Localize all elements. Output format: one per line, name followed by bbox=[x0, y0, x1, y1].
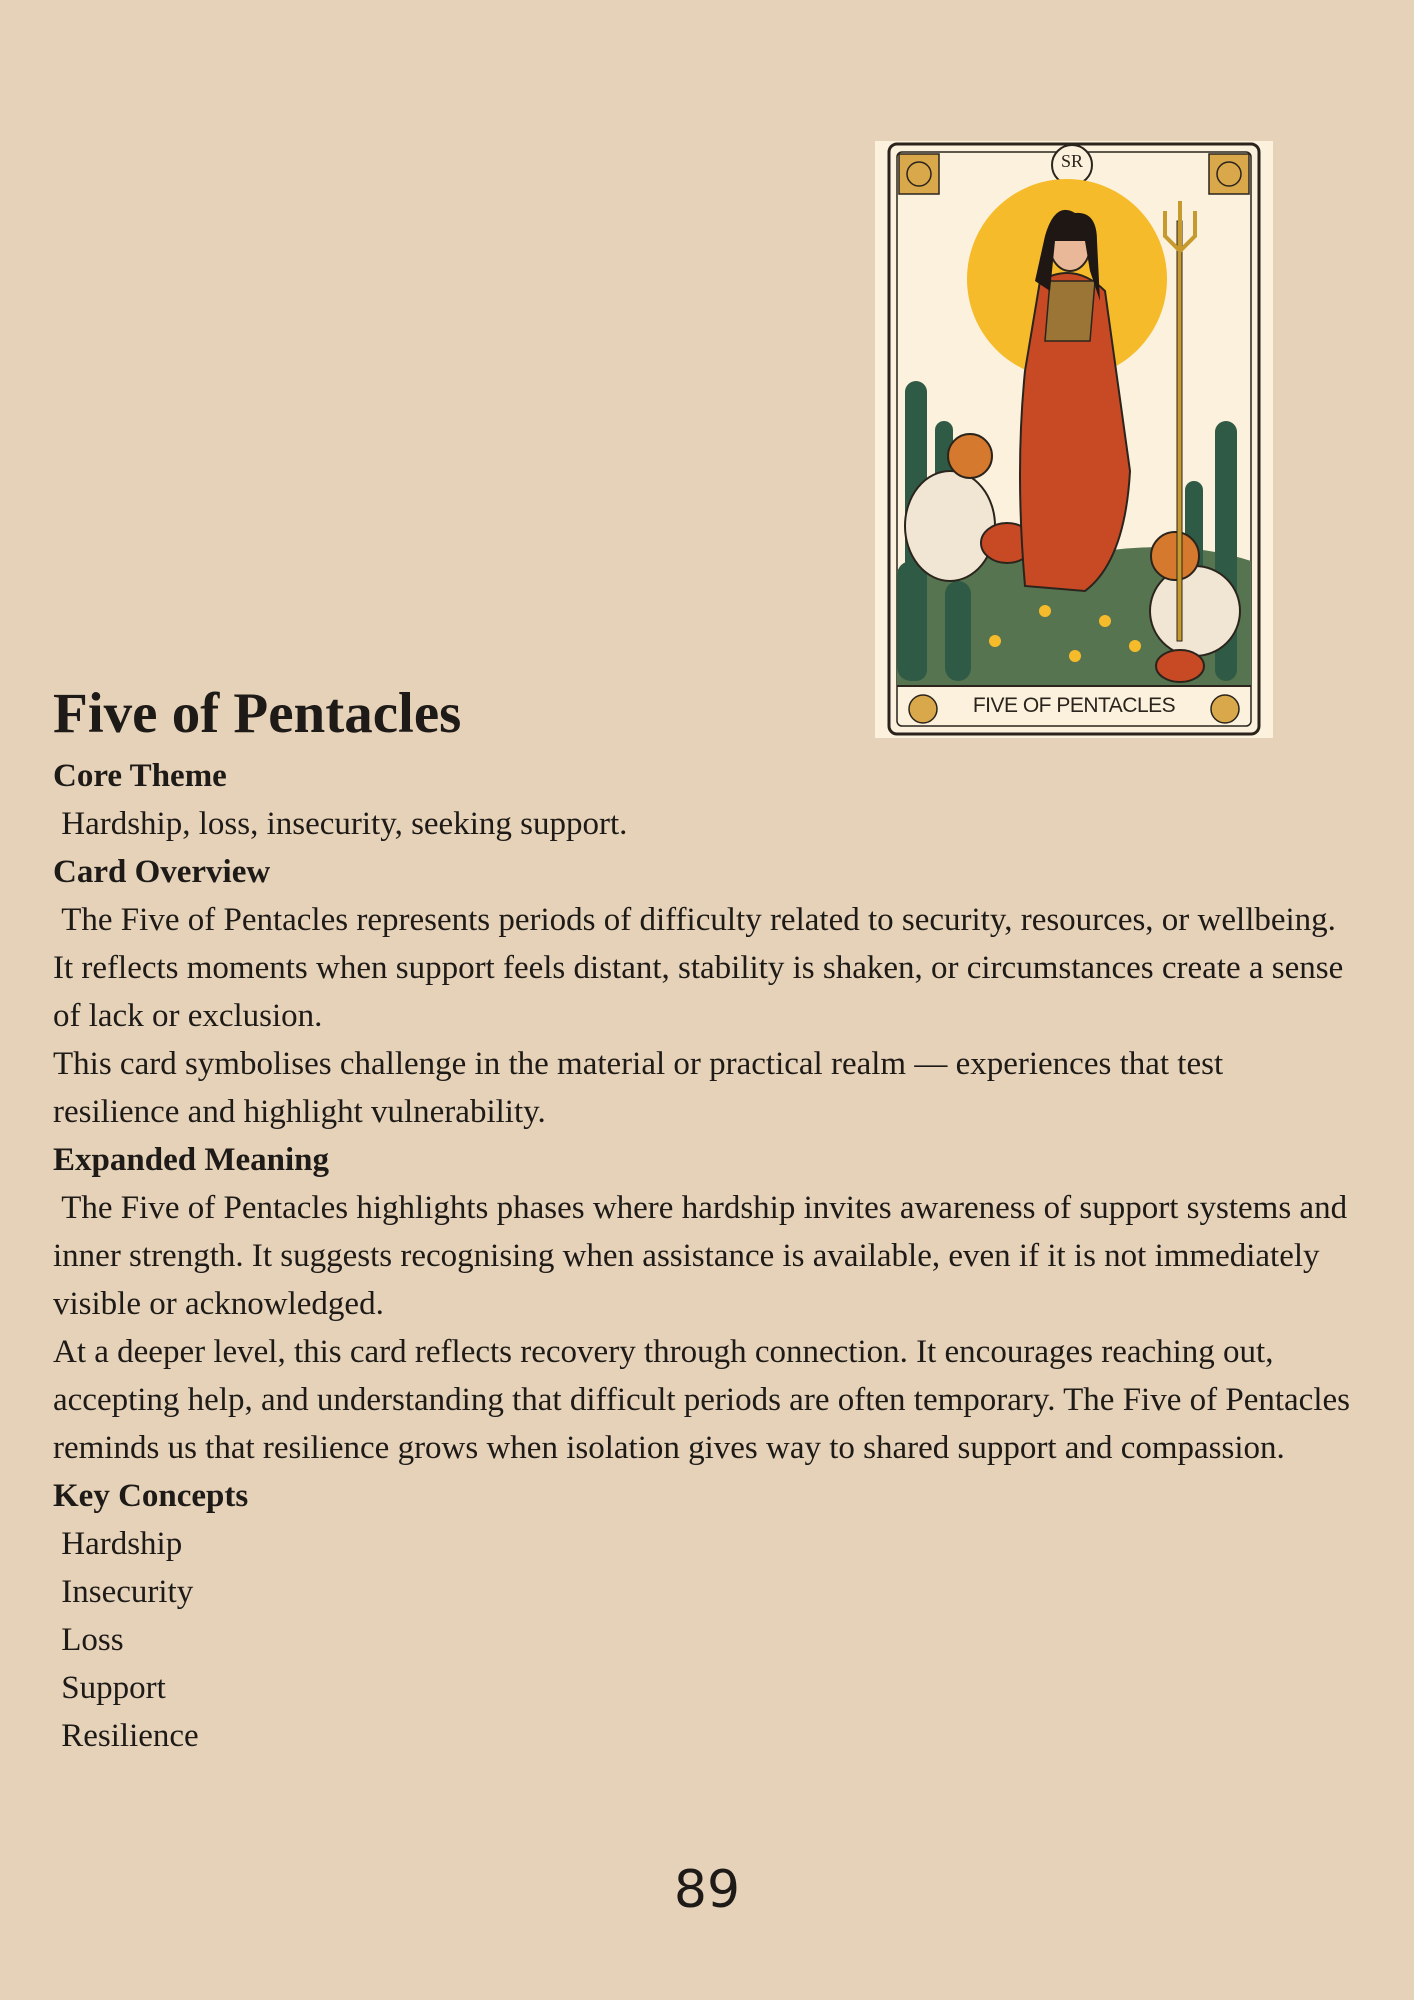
tarot-card-image bbox=[875, 141, 1273, 738]
expanded-meaning-paragraph-2: At a deeper level, this card reflects recovery through connection. It encourages reaching out, accepting help, and understanding that difficult periods are often temporary. The Five of Pentacles reminds us that resilience grows when isolation gives way to shared support and compassion. bbox=[53, 1334, 1350, 1466]
key-concept-item: Loss bbox=[61, 1622, 124, 1658]
page-number: 89 bbox=[673, 1860, 741, 1920]
card-badge-text: SR bbox=[1060, 151, 1084, 171]
key-concept-item: Insecurity bbox=[61, 1574, 194, 1610]
card-label: FIVE OF PENTACLES bbox=[972, 694, 1176, 717]
key-concepts-heading: Key Concepts bbox=[53, 1478, 249, 1514]
card-overview-heading: Card Overview bbox=[53, 854, 271, 890]
card-overview-paragraph-1: The Five of Pentacles represents periods of difficulty related to security, resources, or wellbeing. It reflects moments when support feels distant, stability is shaken, or circumstances create a sense of lack or exclusion. bbox=[53, 902, 1344, 1034]
expanded-meaning-heading: Expanded Meaning bbox=[53, 1142, 329, 1178]
key-concept-item: Hardship bbox=[61, 1526, 183, 1562]
core-theme-text: Hardship, loss, insecurity, seeking support. bbox=[61, 806, 628, 842]
card-overview-paragraph-2: This card symbolises challenge in the material or practical realm — experiences that test resilience and highlight vulnerability. bbox=[53, 1046, 1224, 1130]
expanded-meaning-paragraph-1: The Five of Pentacles highlights phases where hardship invites awareness of support systems and inner strength. It suggests recognising when assistance is available, even if it is not immediately visible or acknowledged. bbox=[53, 1190, 1348, 1322]
page-title: Five of Pentacles bbox=[53, 682, 462, 745]
key-concept-item: Support bbox=[61, 1670, 166, 1706]
key-concept-item: Resilience bbox=[61, 1718, 199, 1754]
core-theme-heading: Core Theme bbox=[53, 758, 227, 794]
key-concepts-list bbox=[53, 1520, 1353, 1760]
card-description bbox=[53, 678, 1353, 1760]
